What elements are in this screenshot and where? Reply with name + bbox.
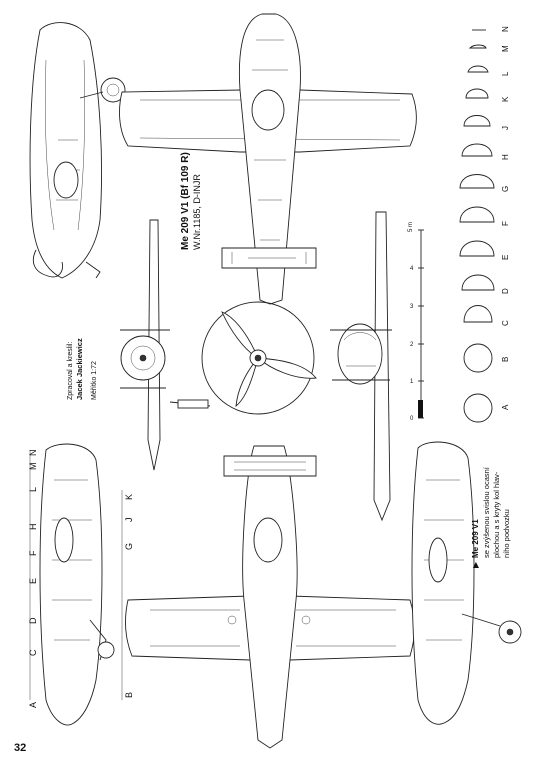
section-letter-n: N xyxy=(501,26,510,32)
section-letter-e: E xyxy=(501,254,510,260)
section-marker-b: B xyxy=(124,691,134,698)
aircraft-registration: W.Nr.1185, D-INJR xyxy=(192,174,202,250)
section-marker-j: J xyxy=(124,517,134,522)
scale-tick-3: 3 xyxy=(410,304,414,310)
variant-note-line-3: ního podvozku xyxy=(502,509,511,558)
front-view-right xyxy=(330,212,392,520)
bottom-view-lower xyxy=(122,446,415,748)
scale-tick-1: 1 xyxy=(410,379,414,385)
section-letter-m: M xyxy=(501,45,510,52)
scale-tick-4: 4 xyxy=(410,266,414,272)
side-view-lower xyxy=(28,444,114,725)
variant-note-line-2: plochou a s kryty kol hlav- xyxy=(492,471,501,558)
scale-bar xyxy=(408,222,424,422)
section-marker-g: G xyxy=(124,542,134,550)
variant-note xyxy=(471,466,511,568)
section-letter-j: J xyxy=(501,126,510,130)
top-view-upper xyxy=(120,14,417,304)
credits-line: Zpracoval a kreslil: xyxy=(67,341,74,400)
scale-tick-2: 2 xyxy=(410,342,414,348)
credits-author: Jacek Jackiewicz xyxy=(75,338,84,400)
section-letter-l: L xyxy=(501,71,510,76)
section-letter-k: K xyxy=(501,96,510,102)
credits-block xyxy=(67,338,98,400)
section-marker-f: F xyxy=(28,550,38,556)
scale-tick-5: 5 m xyxy=(408,221,414,232)
section-marker-e: E xyxy=(28,577,38,584)
title-block xyxy=(180,152,202,250)
scale-tick-0: 0 xyxy=(410,416,414,422)
section-letter-h: H xyxy=(501,154,510,160)
section-marker-c: C xyxy=(28,649,38,656)
page-number: 32 xyxy=(14,742,27,754)
section-marker-m: M xyxy=(28,462,38,470)
section-letter-c: C xyxy=(501,320,510,326)
cross-sections xyxy=(460,26,510,422)
credits-scale: Měřítko 1:72 xyxy=(91,361,98,400)
side-view-variant xyxy=(412,442,521,724)
section-letter-a: A xyxy=(501,404,510,410)
section-letter-f: F xyxy=(501,221,510,226)
side-view-upper xyxy=(30,23,125,278)
section-marker-h: H xyxy=(28,523,38,530)
aircraft-title: Me 209 V1 (Bf 109 R) xyxy=(180,152,191,250)
section-marker-a: A xyxy=(28,701,38,708)
section-marker-k: K xyxy=(124,493,134,500)
section-letter-b: B xyxy=(501,356,510,362)
front-view-left xyxy=(120,220,210,470)
section-letter-d: D xyxy=(501,288,510,294)
section-marker-d: D xyxy=(28,617,38,624)
section-marker-l: L xyxy=(28,486,38,492)
propeller-disc xyxy=(202,302,316,414)
variant-note-line-1: se zvýšenou svislou ocasní xyxy=(482,467,491,558)
variant-note-arrow: ▶ xyxy=(471,561,480,568)
variant-note-title: Me 209 V1 xyxy=(471,519,480,558)
section-letter-g: G xyxy=(501,185,510,192)
section-marker-n: N xyxy=(28,449,38,456)
